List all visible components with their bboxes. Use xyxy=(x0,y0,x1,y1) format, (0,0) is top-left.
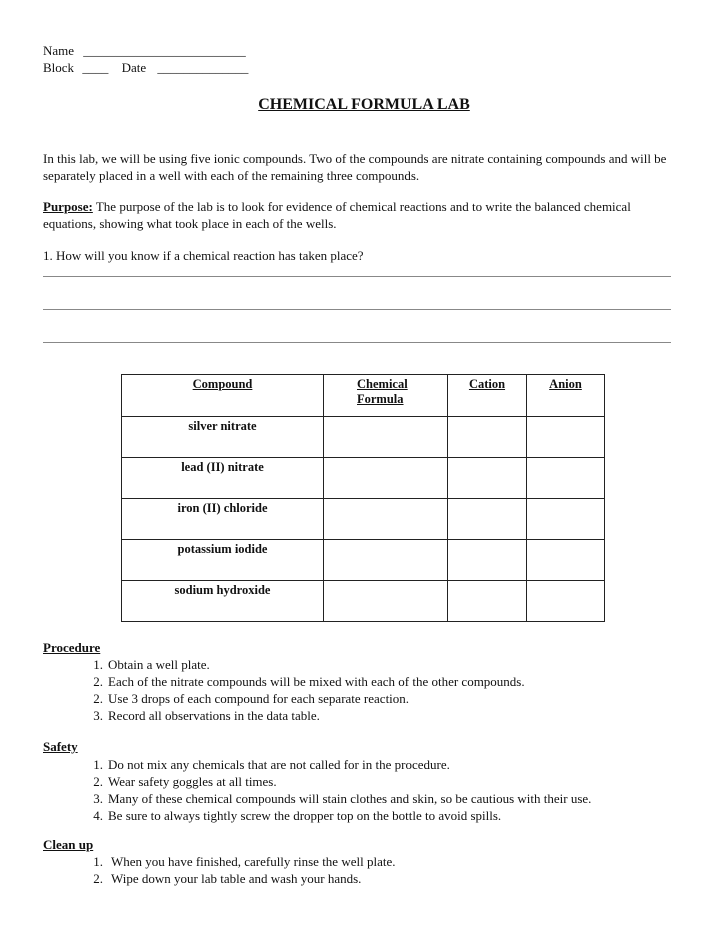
compound-cell: sodium hydroxide xyxy=(122,581,324,622)
anion-cell[interactable] xyxy=(527,417,605,458)
table-row xyxy=(122,499,605,540)
cation-cell[interactable] xyxy=(448,540,527,581)
formula-cell[interactable] xyxy=(324,417,448,458)
procedure-heading: Procedure xyxy=(43,640,101,655)
formula-cell[interactable] xyxy=(324,499,448,540)
data-table xyxy=(121,374,605,622)
anion-cell[interactable] xyxy=(527,540,605,581)
list-item: 4. Be sure to always tightly screw the dropper top on the bottle to avoid spills. xyxy=(93,808,502,823)
header-chemical-formula: Chemical Formula xyxy=(324,375,448,417)
date-field[interactable]: ______________ xyxy=(157,60,249,75)
header-cation: Cation xyxy=(448,375,527,417)
compound-cell: silver nitrate xyxy=(122,417,324,458)
list-item: 1. Do not mix any chemicals that are not called for in the procedure. xyxy=(93,757,450,772)
procedure-list xyxy=(87,656,525,724)
block-field[interactable]: ____ xyxy=(82,60,109,75)
anion-cell[interactable] xyxy=(527,581,605,622)
block-label: Block xyxy=(43,60,75,75)
formula-cell[interactable] xyxy=(324,540,448,581)
table-row xyxy=(122,458,605,499)
compound-cell: lead (II) nitrate xyxy=(122,458,324,499)
table-header-row xyxy=(122,375,605,417)
anion-cell[interactable] xyxy=(527,499,605,540)
list-item: 2. Use 3 drops of each compound for each separate reaction. xyxy=(93,691,410,706)
page-title: CHEMICAL FORMULA LAB xyxy=(258,96,470,113)
block-date-line xyxy=(43,60,248,76)
cation-cell[interactable] xyxy=(448,499,527,540)
safety-list xyxy=(87,756,591,824)
purpose-label: Purpose: xyxy=(43,199,93,214)
list-item: 3. Record all observations in the data table. xyxy=(93,708,320,723)
list-item: 3. Many of these chemical compounds will stain clothes and skin, so be cautious with their use. xyxy=(93,791,592,806)
compound-cell: iron (II) chloride xyxy=(122,499,324,540)
list-item: 2. Each of the nitrate compounds will be mixed with each of the other compounds. xyxy=(93,674,525,689)
table-row xyxy=(122,417,605,458)
list-item: 2. Wear safety goggles at all times. xyxy=(93,774,277,789)
name-line xyxy=(43,43,246,59)
name-label: Name xyxy=(43,43,75,58)
table-row xyxy=(122,581,605,622)
formula-cell[interactable] xyxy=(324,458,448,499)
name-field[interactable]: _________________________ xyxy=(83,43,246,58)
safety-heading: Safety xyxy=(43,739,78,754)
anion-cell[interactable] xyxy=(527,458,605,499)
header-anion: Anion xyxy=(527,375,605,417)
purpose-paragraph xyxy=(43,198,683,232)
header-compound: Compound xyxy=(122,375,324,417)
cation-cell[interactable] xyxy=(448,581,527,622)
purpose-text: The purpose of the lab is to look for evidence of chemical reactions and to write the balanced chemical equations, showing what took place in each of the wells. xyxy=(43,199,631,231)
cation-cell[interactable] xyxy=(448,417,527,458)
list-item: 1. Obtain a well plate. xyxy=(93,657,210,672)
cation-cell[interactable] xyxy=(448,458,527,499)
cleanup-heading: Clean up xyxy=(43,837,94,852)
cleanup-list xyxy=(87,853,395,887)
list-item: 1. When you have finished, carefully rinse the well plate. xyxy=(93,854,396,869)
date-label: Date xyxy=(121,60,147,75)
list-item: 2. Wipe down your lab table and wash your hands. xyxy=(93,871,362,886)
compound-cell: potassium iodide xyxy=(122,540,324,581)
formula-cell[interactable] xyxy=(324,581,448,622)
question-1: 1. How will you know if a chemical reaction has taken place? xyxy=(43,248,364,263)
answer-line-1[interactable] xyxy=(43,276,671,277)
answer-line-3[interactable] xyxy=(43,342,671,343)
answer-line-2[interactable] xyxy=(43,309,671,310)
intro-paragraph: In this lab, we will be using five ionic compounds. Two of the compounds are nitrate containing compounds and will be separately placed in a well with each of the remaining three compounds. xyxy=(43,151,667,183)
table-row xyxy=(122,540,605,581)
